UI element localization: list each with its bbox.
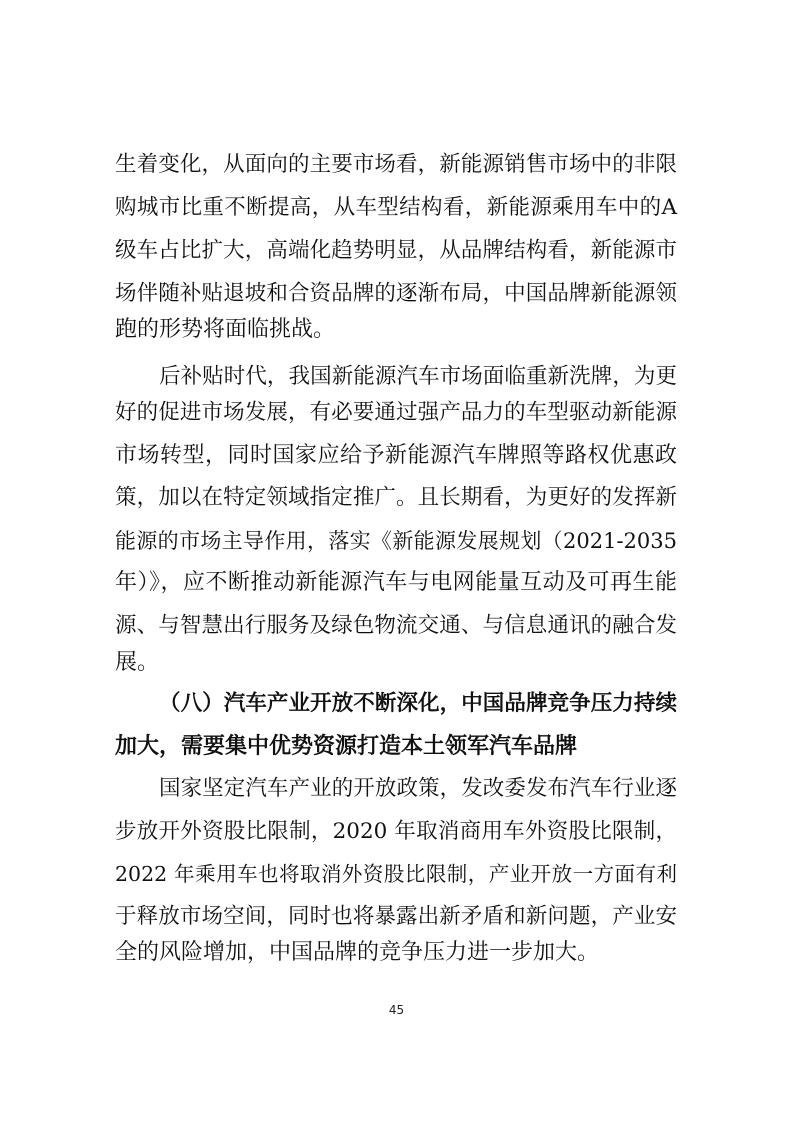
heading-line: 加大，需要集中优势资源打造本土领军汽车品牌 <box>115 734 578 759</box>
text-line: 于释放市场空间，同时也将暴露出新矛盾和新问题，产业安 <box>115 904 677 929</box>
text-line: 级车占比扩大，高端化趋势明显，从品牌结构看，新能源市 <box>115 238 677 263</box>
text-line: 展。 <box>115 650 160 675</box>
text-line: 后补贴时代，我国新能源汽车市场面临重新洗牌，为更 <box>159 364 677 389</box>
text-line: 国家坚定汽车产业的开放政策，发改委发布汽车行业逐 <box>159 776 677 801</box>
text-line: 年）》，应不断推动新能源汽车与电网能量互动及可再生能 <box>115 570 677 595</box>
text-line: 能源的市场主导作用，落实《新能源发展规划（2021-2035 <box>115 529 677 553</box>
text-line: 生着变化，从面向的主要市场看，新能源销售市场中的非限 <box>115 152 677 177</box>
text-line: 场伴随补贴退坡和合资品牌的逐渐布局，中国品牌新能源领 <box>115 281 677 306</box>
text-line: 2022 年乘用车也将取消外资股比限制，产业开放一方面有利 <box>115 862 677 886</box>
page-number: 45 <box>388 1003 405 1017</box>
text-line: 源、与智慧出行服务及绿色物流交通、与信息通讯的融合发 <box>115 613 677 638</box>
text-line: 策，加以在特定领域指定推广。且长期看，为更好的发挥新 <box>115 485 677 510</box>
heading-line: （八）汽车产业开放不断深化，中国品牌竞争压力持续 <box>159 691 677 716</box>
text-line: 步放开外资股比限制，2020 年取消商用车外资股比限制， <box>115 819 677 844</box>
text-line: 全的风险增加，中国品牌的竞争压力进一步加大。 <box>115 940 600 965</box>
text-line: 好的促进市场发展，有必要通过强产品力的车型驱动新能源 <box>115 400 677 425</box>
text-line: 跑的形势将面临挑战。 <box>115 317 336 342</box>
text-line: 市场转型，同时国家应给予新能源汽车牌照等路权优惠政 <box>115 443 677 468</box>
text-line: 购城市比重不断提高，从车型结构看，新能源乘用车中的A <box>115 195 677 220</box>
